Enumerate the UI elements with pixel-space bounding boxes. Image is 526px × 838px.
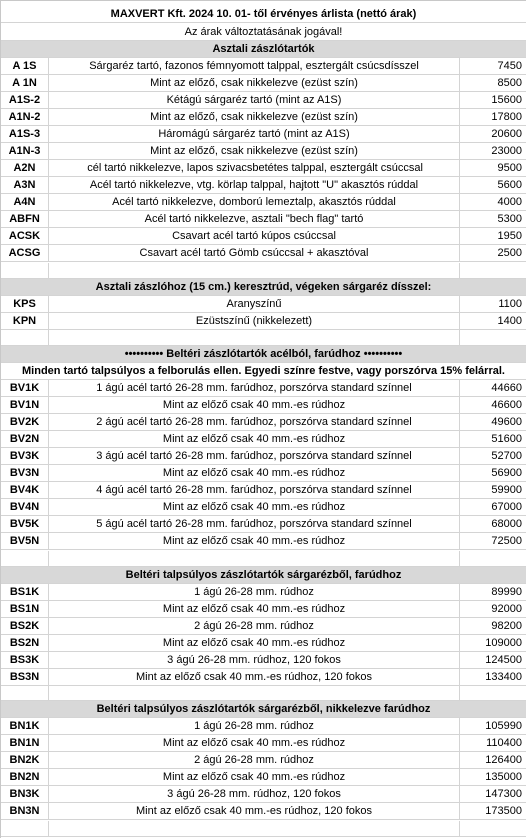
product-code: KPN xyxy=(1,313,49,329)
table-row xyxy=(1,803,526,820)
table-row xyxy=(1,769,526,786)
table-row xyxy=(1,499,526,516)
product-price: 89990 xyxy=(460,584,526,600)
product-code: BV3K xyxy=(1,448,49,464)
product-code: BS3K xyxy=(1,652,49,668)
product-description: 5 ágú acél tartó 26-28 mm. farúdhoz, porszórva standard színnel xyxy=(49,516,460,532)
table-row xyxy=(1,397,526,414)
product-code: BV4K xyxy=(1,482,49,498)
product-price: 5600 xyxy=(460,177,526,193)
product-description: Mint az előző csak 40 mm.-es rúdhoz xyxy=(49,769,460,785)
product-price: 17800 xyxy=(460,109,526,125)
product-code: BV1N xyxy=(1,397,49,413)
product-price: 4000 xyxy=(460,194,526,210)
table-row xyxy=(1,448,526,465)
product-price: 92000 xyxy=(460,601,526,617)
product-description: Acél tartó nikkelezve, domború lemeztalp, akasztós rúddal xyxy=(49,194,460,210)
product-price: 105990 xyxy=(460,718,526,734)
table-row xyxy=(1,228,526,245)
product-price: 15600 xyxy=(460,92,526,108)
product-description: Mint az előző csak 40 mm.-es rúdhoz xyxy=(49,499,460,515)
table-row xyxy=(1,75,526,92)
product-description: Mint az előző csak 40 mm.-es rúdhoz xyxy=(49,533,460,549)
spacer-row xyxy=(1,821,526,837)
product-price: 68000 xyxy=(460,516,526,532)
product-price: 72500 xyxy=(460,533,526,549)
product-price: 147300 xyxy=(460,786,526,802)
table-row xyxy=(1,380,526,397)
product-price: 49600 xyxy=(460,414,526,430)
product-description: Mint az előző, csak nikkelezve (ezüst szín) xyxy=(49,109,460,125)
table-row xyxy=(1,669,526,686)
product-code: BN3K xyxy=(1,786,49,802)
product-description: Csavart acél tartó kúpos csúccsal xyxy=(49,228,460,244)
product-description: Háromágú sárgaréz tartó (mint az A1S) xyxy=(49,126,460,142)
product-price: 5300 xyxy=(460,211,526,227)
product-description: Mint az előző, csak nikkelezve (ezüst szín) xyxy=(49,75,460,91)
product-code: BV2N xyxy=(1,431,49,447)
product-description: Aranyszínű xyxy=(49,296,460,312)
table-row xyxy=(1,431,526,448)
table-row xyxy=(1,465,526,482)
table-row xyxy=(1,177,526,194)
product-code: KPS xyxy=(1,296,49,312)
product-code: BN1K xyxy=(1,718,49,734)
table-row xyxy=(1,58,526,75)
table-row xyxy=(1,635,526,652)
product-price: 56900 xyxy=(460,465,526,481)
product-code: BN1N xyxy=(1,735,49,751)
table-row xyxy=(1,296,526,313)
product-code: A 1N xyxy=(1,75,49,91)
product-code: BV2K xyxy=(1,414,49,430)
product-description: 1 ágú 26-28 mm. rúdhoz xyxy=(49,584,460,600)
section-title: Beltéri talpsúlyos zászlótartók sárgarézből, farúdhoz xyxy=(1,567,526,583)
product-price: 51600 xyxy=(460,431,526,447)
product-description: Mint az előző csak 40 mm.-es rúdhoz xyxy=(49,635,460,651)
product-price: 67000 xyxy=(460,499,526,515)
section-title: Asztali zászlótartók xyxy=(1,41,526,57)
table-row xyxy=(1,211,526,228)
product-code: BS3N xyxy=(1,669,49,685)
product-description: Mint az előző csak 40 mm.-es rúdhoz xyxy=(49,601,460,617)
product-code: A 1S xyxy=(1,58,49,74)
table-row xyxy=(1,414,526,431)
table-row xyxy=(1,92,526,109)
product-code: BV1K xyxy=(1,380,49,396)
product-code: BV4N xyxy=(1,499,49,515)
product-code: BV3N xyxy=(1,465,49,481)
product-description: 3 ágú 26-28 mm. rúdhoz, 120 fokos xyxy=(49,786,460,802)
spacer-row xyxy=(1,551,526,567)
product-code: BS2K xyxy=(1,618,49,634)
title-row xyxy=(1,5,526,23)
product-description: 2 ágú 26-28 mm. rúdhoz xyxy=(49,618,460,634)
product-code: BV5N xyxy=(1,533,49,549)
product-description: 3 ágú acél tartó 26-28 mm. farúdhoz, porszórva standard színnel xyxy=(49,448,460,464)
section-title: Beltéri talpsúlyos zászlótartók sárgarézből, nikkelezve farúdhoz xyxy=(1,701,526,717)
product-price: 126400 xyxy=(460,752,526,768)
product-code: A1N-3 xyxy=(1,143,49,159)
table-row xyxy=(1,618,526,635)
product-price: 9500 xyxy=(460,160,526,176)
product-code: A3N xyxy=(1,177,49,193)
product-description: Mint az előző csak 40 mm.-es rúdhoz xyxy=(49,397,460,413)
product-price: 135000 xyxy=(460,769,526,785)
table-row xyxy=(1,245,526,262)
product-code: BN2N xyxy=(1,769,49,785)
product-description: 3 ágú 26-28 mm. rúdhoz, 120 fokos xyxy=(49,652,460,668)
product-code: A1S-3 xyxy=(1,126,49,142)
table-row xyxy=(1,533,526,550)
product-code: ABFN xyxy=(1,211,49,227)
product-price: 2500 xyxy=(460,245,526,261)
product-description: Mint az előző csak 40 mm.-es rúdhoz, 120 fokos xyxy=(49,669,460,685)
section-heading-row xyxy=(1,279,526,296)
section-heading-row xyxy=(1,701,526,718)
product-description: Kétágú sárgaréz tartó (mint az A1S) xyxy=(49,92,460,108)
product-price: 46600 xyxy=(460,397,526,413)
product-description: 4 ágú acél tartó 26-28 mm. farúdhoz, porszórva standard színnel xyxy=(49,482,460,498)
product-price: 109000 xyxy=(460,635,526,651)
product-price: 1100 xyxy=(460,296,526,312)
section-heading-row xyxy=(1,346,526,363)
price-list-title: MAXVERT Kft. 2024 10. 01- től érvényes árlista (nettó árak) xyxy=(1,5,526,22)
table-row xyxy=(1,482,526,499)
product-description: 1 ágú acél tartó 26-28 mm. farúdhoz, porszórva standard színnel xyxy=(49,380,460,396)
spacer-row xyxy=(1,330,526,346)
section-heading-row xyxy=(1,41,526,58)
product-code: BN2K xyxy=(1,752,49,768)
product-price: 20600 xyxy=(460,126,526,142)
product-description: Ezüstszínű (nikkelezett) xyxy=(49,313,460,329)
product-code: ACSG xyxy=(1,245,49,261)
table-row xyxy=(1,652,526,669)
product-price: 124500 xyxy=(460,652,526,668)
product-code: A1S-2 xyxy=(1,92,49,108)
product-code: BS1N xyxy=(1,601,49,617)
table-row xyxy=(1,601,526,618)
product-description: 2 ágú 26-28 mm. rúdhoz xyxy=(49,752,460,768)
product-price: 52700 xyxy=(460,448,526,464)
product-description: Mint az előző, csak nikkelezve (ezüst szín) xyxy=(49,143,460,159)
notice-row xyxy=(1,23,526,41)
product-price: 59900 xyxy=(460,482,526,498)
section-subtitle-row xyxy=(1,363,526,380)
product-description: Acél tartó nikkelezve, vtg. körlap talppal, hajtott "U" akasztós rúddal xyxy=(49,177,460,193)
section-heading-row xyxy=(1,567,526,584)
product-price: 133400 xyxy=(460,669,526,685)
table-row xyxy=(1,735,526,752)
table-row xyxy=(1,109,526,126)
table-row xyxy=(1,516,526,533)
product-code: ACSK xyxy=(1,228,49,244)
price-change-notice: Az árak változtatásának jogával! xyxy=(1,23,526,40)
product-description: Mint az előző csak 40 mm.-es rúdhoz, 120 fokos xyxy=(49,803,460,819)
product-price: 23000 xyxy=(460,143,526,159)
product-description: 2 ágú acél tartó 26-28 mm. farúdhoz, porszórva standard színnel xyxy=(49,414,460,430)
product-description: Mint az előző csak 40 mm.-es rúdhoz xyxy=(49,735,460,751)
product-description: Mint az előző csak 40 mm.-es rúdhoz xyxy=(49,465,460,481)
product-description: Sárgaréz tartó, fazonos fémnyomott talppal, esztergált csúcsdísszel xyxy=(49,58,460,74)
spacer-row xyxy=(1,685,526,701)
product-description: Acél tartó nikkelezve, asztali "bech flag" tartó xyxy=(49,211,460,227)
product-description: 1 ágú 26-28 mm. rúdhoz xyxy=(49,718,460,734)
product-price: 110400 xyxy=(460,735,526,751)
product-code: A1N-2 xyxy=(1,109,49,125)
table-row xyxy=(1,160,526,177)
product-price: 98200 xyxy=(460,618,526,634)
spacer-row xyxy=(1,263,526,279)
product-description: Mint az előző csak 40 mm.-es rúdhoz xyxy=(49,431,460,447)
product-code: BN3N xyxy=(1,803,49,819)
table-row xyxy=(1,786,526,803)
table-row xyxy=(1,194,526,211)
product-code: A2N xyxy=(1,160,49,176)
table-row xyxy=(1,584,526,601)
product-description: Csavart acél tartó Gömb csúccsal + akasztóval xyxy=(49,245,460,261)
product-description: cél tartó nikkelezve, lapos szivacsbetétes talppal, esztergált csúccsal xyxy=(49,160,460,176)
product-code: A4N xyxy=(1,194,49,210)
table-row xyxy=(1,143,526,160)
product-code: BS1K xyxy=(1,584,49,600)
product-code: BV5K xyxy=(1,516,49,532)
product-price: 173500 xyxy=(460,803,526,819)
table-row xyxy=(1,126,526,143)
section-title: Asztali zászlóhoz (15 cm.) keresztrúd, végeken sárgaréz dísszel: xyxy=(1,279,526,295)
table-row xyxy=(1,718,526,735)
table-row xyxy=(1,752,526,769)
product-code: BS2N xyxy=(1,635,49,651)
section-title: •••••••••• Beltéri zászlótartók acélból, farúdhoz •••••••••• xyxy=(1,346,526,362)
product-price: 44660 xyxy=(460,380,526,396)
product-price: 7450 xyxy=(460,58,526,74)
section-subtitle: Minden tartó talpsúlyos a felborulás ellen. Egyedi színre festve, vagy porszórva 15% felárral. xyxy=(1,363,526,379)
product-price: 1950 xyxy=(460,228,526,244)
table-row xyxy=(1,313,526,330)
product-price: 8500 xyxy=(460,75,526,91)
product-price: 1400 xyxy=(460,313,526,329)
